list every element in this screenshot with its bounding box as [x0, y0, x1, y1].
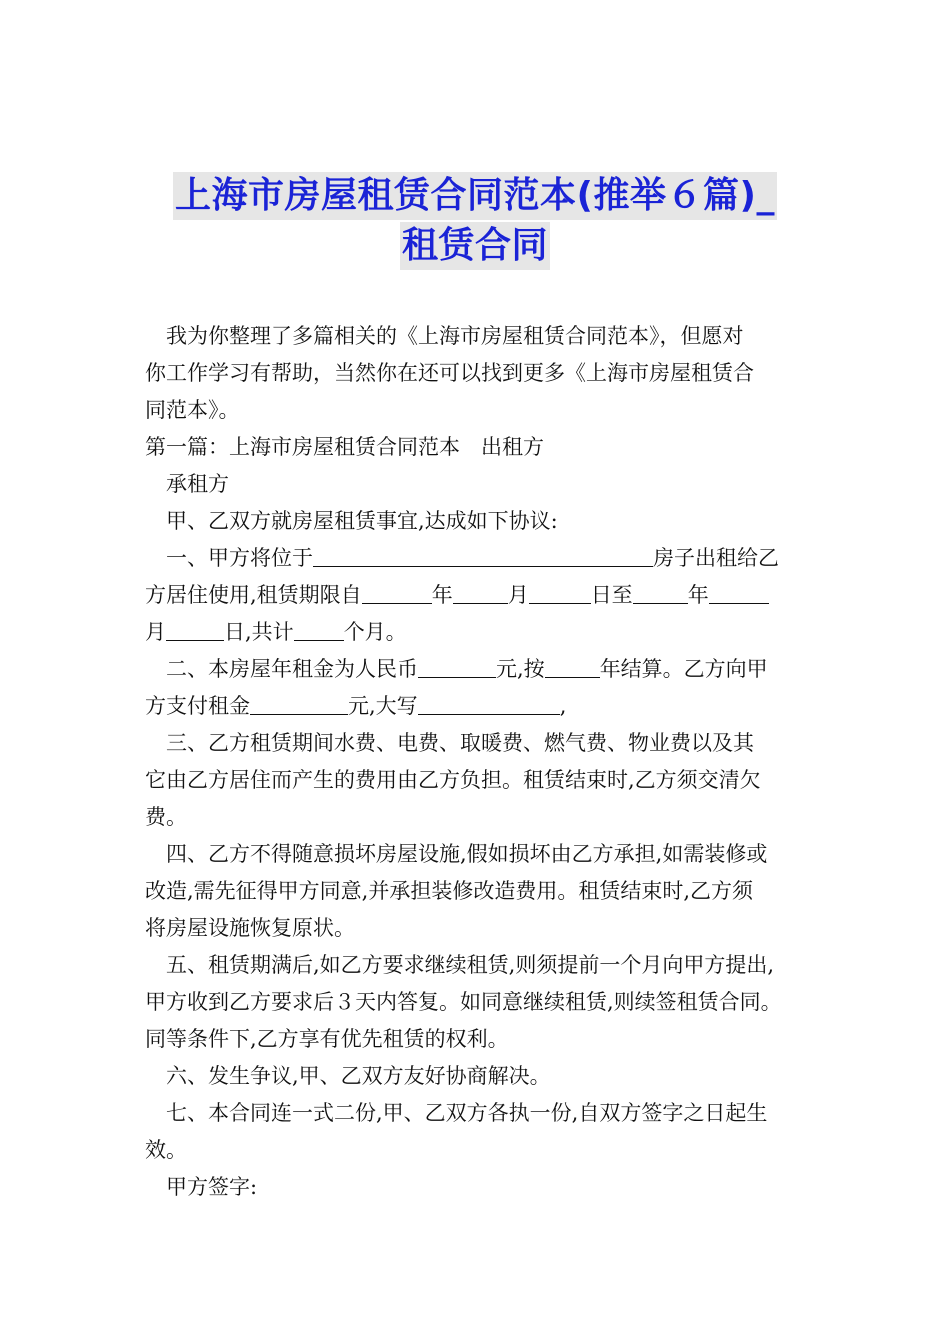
clause-1-text-d: 年: [431, 583, 453, 607]
title-line-2: 租赁合同: [400, 222, 550, 270]
clause-1: [145, 540, 820, 651]
clause-4-line-2: 改造,需先征得甲方同意,并承担装修改造费用。租赁结束时,乙方须: [145, 879, 754, 903]
document-body: [145, 318, 820, 1206]
intro-line-1: 我为你整理了多篇相关的《上海市房屋租赁合同范本》，但愿对: [166, 324, 744, 348]
end-month-blank: [709, 581, 769, 604]
tenant-label: 承租方: [166, 472, 229, 496]
clause-1-text-a: 一、甲方将位于: [166, 546, 313, 570]
clause-3-line-3: 费。: [145, 805, 187, 829]
rent-amount-blank: [250, 692, 348, 715]
clause-1-text-f: 日至: [590, 583, 633, 607]
month-count-blank: [294, 618, 344, 641]
start-day-blank: [529, 581, 591, 604]
clause-6: 六、发生争议,甲、乙双方友好协商解决。: [166, 1064, 551, 1088]
clause-1-text-i: 日,共计: [224, 620, 294, 644]
clause-1-text-h: 月: [145, 620, 166, 644]
clause-1-text-j: 个月。: [343, 620, 407, 644]
clause-3-line-1: 三、乙方租赁期间水费、电费、取暖费、燃气费、物业费以及其: [166, 731, 754, 755]
clause-7-line-2: 效。: [145, 1138, 187, 1162]
clause-1-text-c: 方居住使用,租赁期限自: [145, 583, 362, 607]
agreement-intro: 甲、乙双方就房屋租赁事宜,达成如下协议:: [166, 509, 558, 533]
end-day-blank: [166, 618, 224, 641]
clause-2-text-f: ,: [559, 694, 567, 718]
annual-rent-blank: [418, 655, 496, 678]
clause-2-text-b: 元,按: [496, 657, 545, 681]
clause-5: [145, 947, 820, 1058]
intro-line-2: 你工作学习有帮助，当然你在还可以找到更多《上海市房屋租赁合: [145, 361, 754, 385]
clause-4-line-1: 四、乙方不得随意损坏房屋设施,假如损坏由乙方承担,如需装修或: [166, 842, 768, 866]
clause-2-text-e: 元,大写: [348, 694, 418, 718]
document-title: [0, 172, 950, 272]
intro-paragraph: [145, 318, 820, 429]
title-line-1: 上海市房屋租赁合同范本(推举６篇)_: [173, 172, 777, 220]
clause-2: [145, 651, 820, 725]
clause-3-line-2: 它由乙方居住而产生的费用由乙方负担。租赁结束时,乙方须交清欠: [145, 768, 761, 792]
start-month-blank: [453, 581, 508, 604]
party-a-signature: 甲方签字:: [166, 1175, 258, 1199]
address-blank: [313, 544, 653, 567]
intro-line-3: 同范本》。: [145, 398, 240, 422]
end-year-blank: [633, 581, 688, 604]
clause-3: [145, 725, 820, 836]
clause-1-text-b: 房子出租给乙: [653, 546, 779, 570]
clause-5-line-2: 甲方收到乙方要求后３天内答复。如同意继续租赁,则续签租赁合同。: [145, 990, 782, 1014]
rent-in-words-blank: [418, 692, 560, 715]
settlement-years-blank: [545, 655, 600, 678]
clause-7: [145, 1095, 820, 1169]
clause-2-text-a: 二、本房屋年租金为人民币: [166, 657, 418, 681]
clause-1-text-g: 年: [687, 583, 709, 607]
section-heading: 第一篇：上海市房屋租赁合同范本 出租方: [145, 435, 544, 459]
clause-4: [145, 836, 820, 947]
clause-2-text-d: 方支付租金: [145, 694, 250, 718]
clause-1-text-e: 月: [507, 583, 529, 607]
start-year-blank: [362, 581, 432, 604]
clause-5-line-3: 同等条件下,乙方享有优先租赁的权利。: [145, 1027, 509, 1051]
clause-5-line-1: 五、租赁期满后,如乙方要求继续租赁,则须提前一个月向甲方提出,: [166, 953, 775, 977]
clause-4-line-3: 将房屋设施恢复原状。: [145, 916, 355, 940]
clause-7-line-1: 七、本合同连一式二份,甲、乙双方各执一份,自双方签字之日起生: [166, 1101, 768, 1125]
clause-2-text-c: 年结算。乙方向甲: [599, 657, 768, 681]
